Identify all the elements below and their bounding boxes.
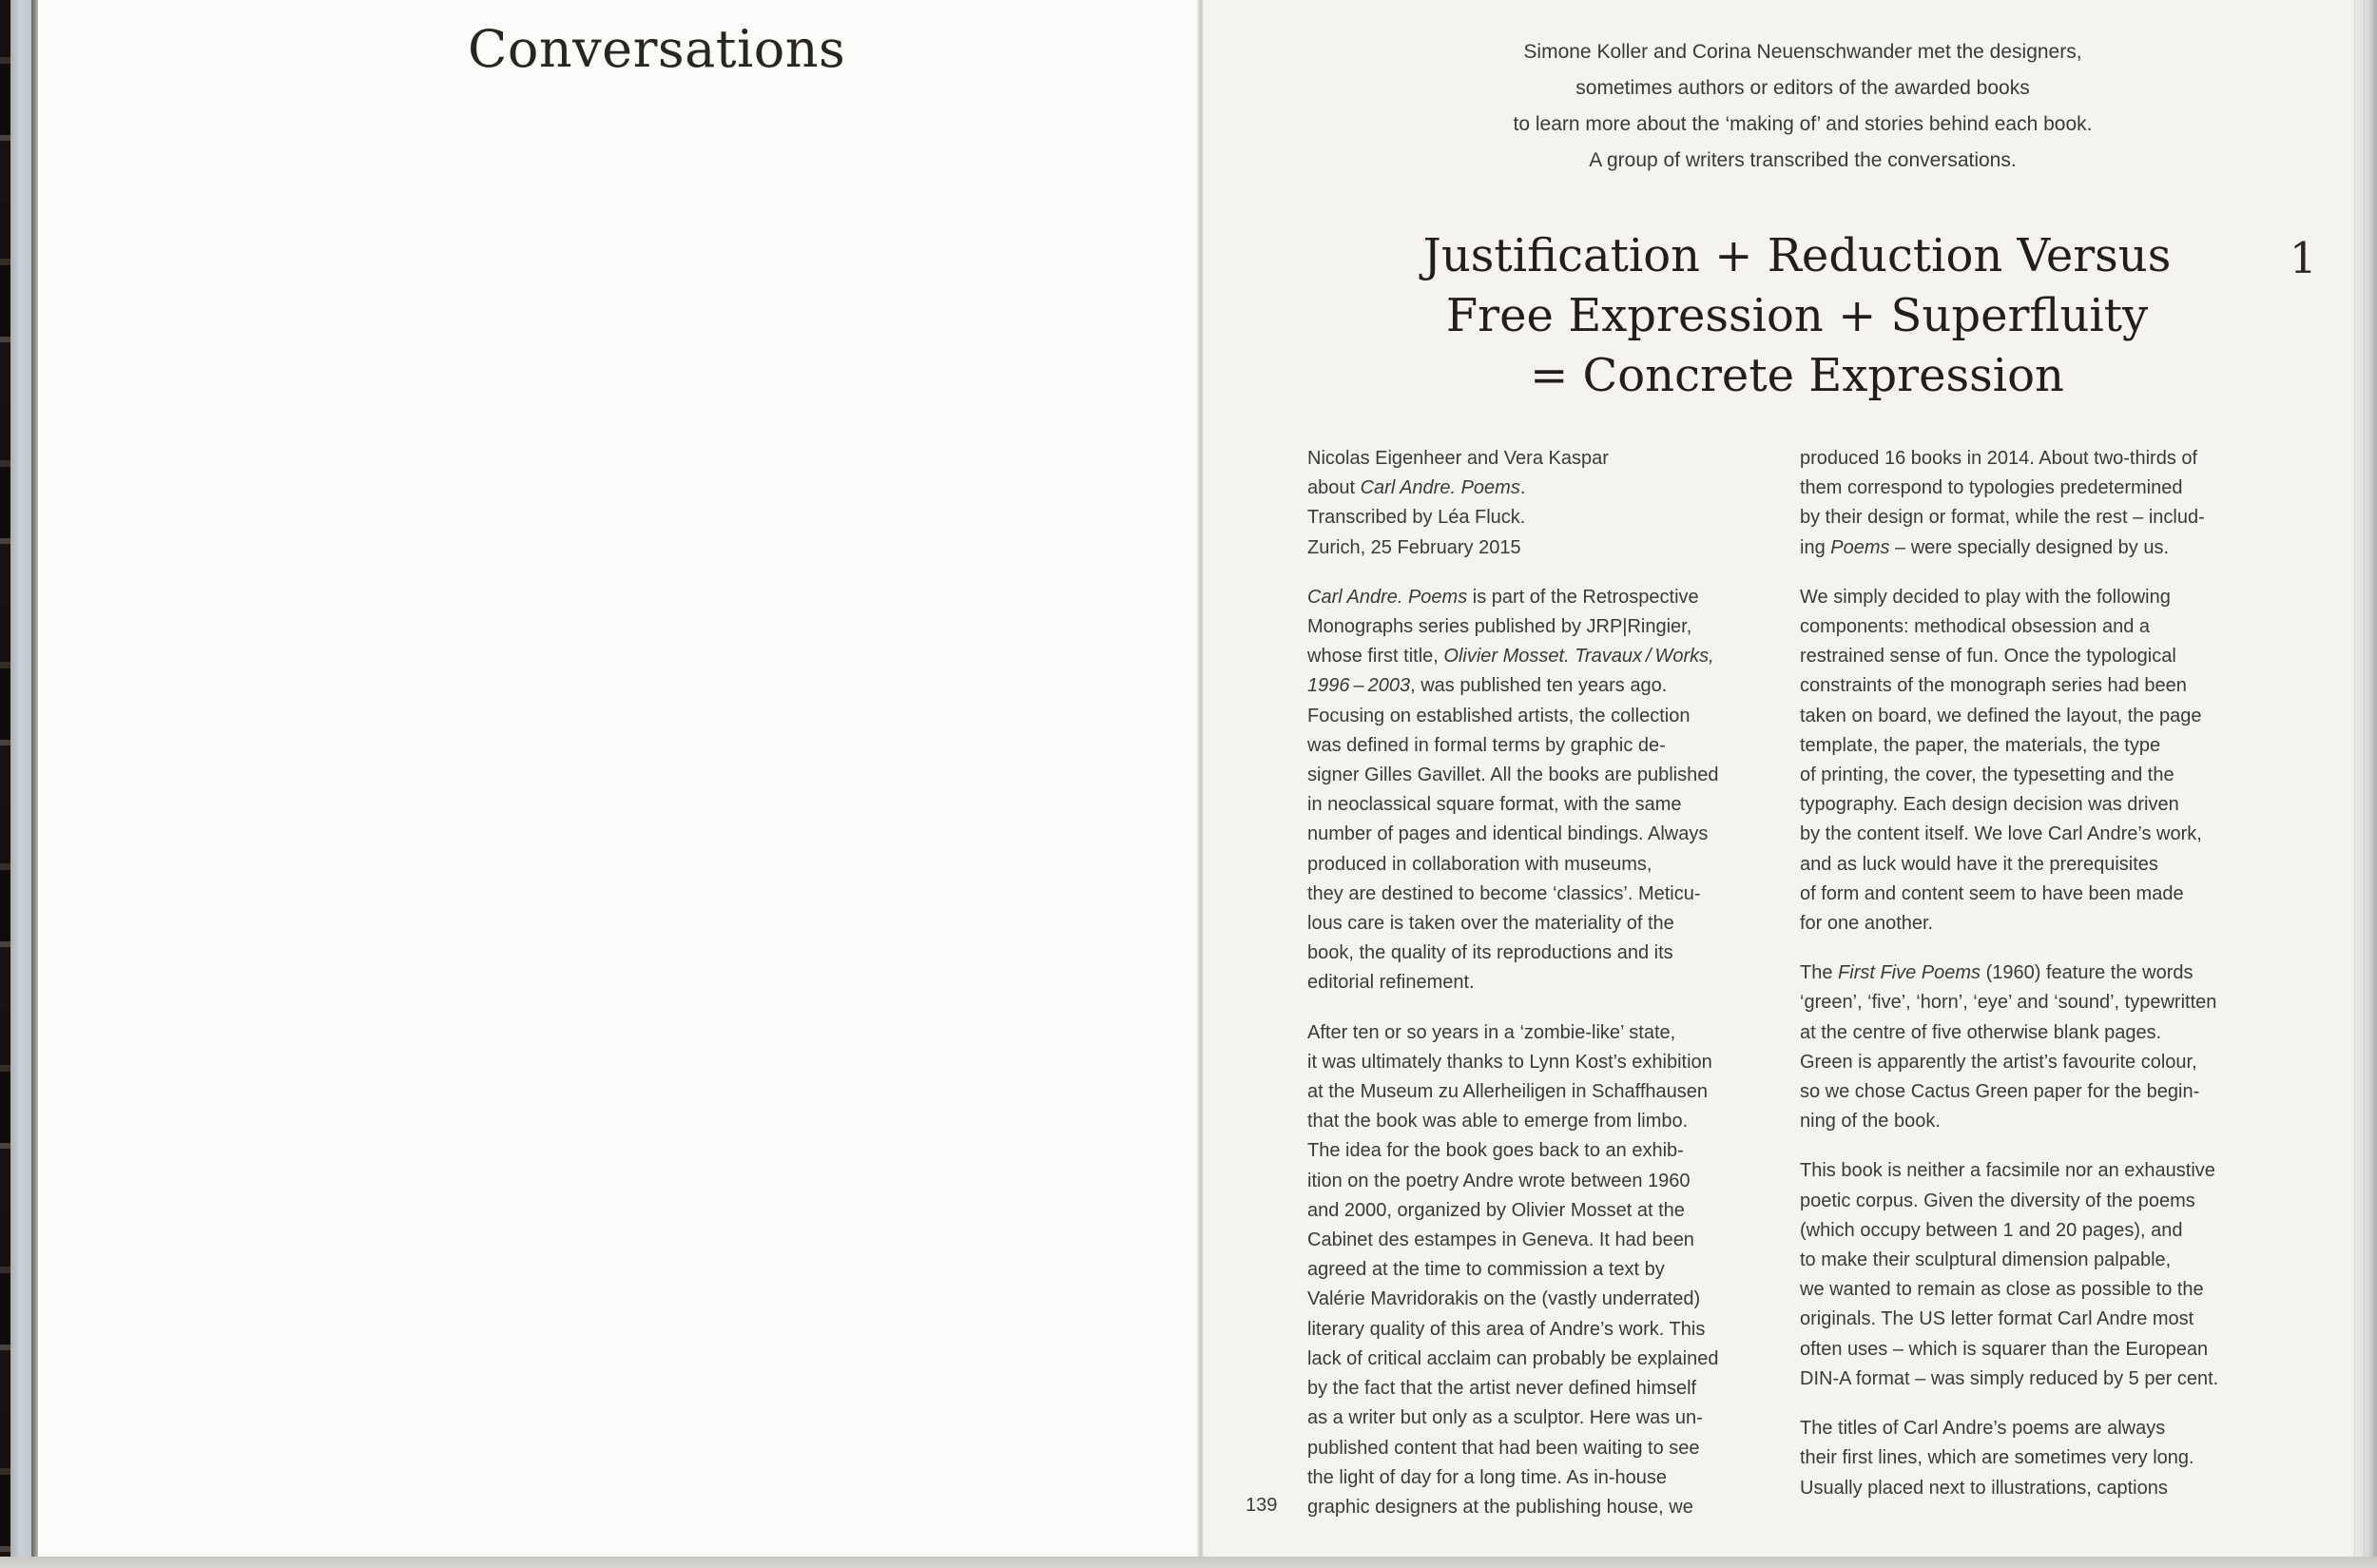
paragraph: The titles of Carl Andre’s poems are always their first lines, which are sometimes very long. Usually placed next to illustrations, captions bbox=[1800, 1418, 2194, 1499]
scan-edge-bottom bbox=[0, 1557, 2377, 1568]
text-column-left bbox=[1307, 444, 1785, 1542]
chapter-introduction bbox=[1365, 34, 2240, 179]
page-number: 139 bbox=[1246, 1495, 1278, 1516]
conversation-credits bbox=[1307, 444, 1785, 563]
column-left-body bbox=[1307, 583, 1785, 1522]
paragraph: Carl Andre. Poems is part of the Retrospective Monographs series published by JRP|Ringier, whose first title, Olivier Mosset. Travaux / Works, 1996 – 2003, was published ten years ago. Focusing on established artists, the collection was defined in formal terms by graphic de- signer Gilles Gavillet. All the books are published in neoclassical square format, with the same number of pages and identical bindings. Always produced in collaboration with museums, they are destined to become ‘classics’. Meticu- lous care is taken over the materiality of the book, the quality of its reproductions and its editorial refinement. bbox=[1307, 586, 1719, 994]
paragraph: After ten or so years in a ‘zombie-like’ state, it was ultimately thanks to Lynn Kost’s exhibition at the Museum zu Allerheiligen in Schaffhausen that the book was able to emerge from limbo. The idea for the book goes back to an exhib- ition on the poetry Andre wrote between 1960 and 2000, organized by Olivier Mosset at the Cabinet des estampes in Geneva. It had been agreed at the time to commission a text by Valérie Mavridorakis on the (vastly underrated) literary quality of this area of Andre’s work. This lack of critical acclaim can probably be explained by the fact that the artist never defined himself as a writer but only as a sculptor. Here was un- published content that had been waiting to see the light of day for a long time. As in-house graphic designers at the publishing house, we bbox=[1307, 1021, 1719, 1518]
page-gutter bbox=[1197, 0, 1204, 1557]
paragraph: Nicolas Eigenheer and Vera Kaspar about Carl Andre. Poems. Transcribed by Léa Fluck. Zurich, 25 February 2015 bbox=[1307, 448, 1609, 558]
paragraph: We simply decided to play with the following components: methodical obsession and a restrained sense of fun. Once the typological constraints of the monograph series had been taken on board, we defined the layout, the page template, the paper, the materials, the type of printing, the cover, the typesetting and the typography. Each design decision was driven by the content itself. We love Carl Andre’s work, and as luck would have it the prerequisites of form and content seem to have been made for one another. bbox=[1800, 586, 2202, 935]
paragraph: Simone Koller and Corina Neuenschwander met the designers, sometimes authors or editors of the awarded books to learn more about the ‘making of’ and stories behind each book. A group of writers transcribed the conversations. bbox=[1513, 41, 2093, 171]
paragraph: Justification + Reduction Versus Free Expression + Superfluity = Concrete Expression bbox=[1422, 229, 2172, 402]
section-title: Conversations bbox=[468, 19, 846, 79]
chapter-title bbox=[1312, 226, 2282, 406]
page-edges-right bbox=[2350, 0, 2377, 1557]
book-binding-edge bbox=[0, 0, 38, 1568]
paragraph: produced 16 books in 2014. About two-thirds of them correspond to typologies predetermined by their design or format, while the rest – includ- ing Poems – were specially designed by us. bbox=[1800, 448, 2205, 558]
paragraph: This book is neither a facsimile nor an exhaustive poetic corpus. Given the diversity of the poems (which occupy between 1 and 20 pages), and to make their sculptural dimension palpable, we wanted to remain as close as possible to the originals. The US letter format Carl Andre most often uses – which is squarer than the European DIN-A format – was simply reduced by 5 per cent. bbox=[1800, 1160, 2219, 1389]
right-page bbox=[1204, 0, 2377, 1557]
left-page bbox=[38, 0, 1199, 1557]
binding-paper-strip bbox=[10, 0, 31, 1568]
chapter-number: 1 bbox=[2290, 233, 2317, 283]
text-column-right bbox=[1800, 444, 2277, 1523]
binding-dark-strip bbox=[0, 0, 10, 1568]
binding-shadow-line bbox=[31, 0, 38, 1568]
paragraph: The First Five Poems (1960) feature the words ‘green’, ‘five’, ‘horn’, ‘eye’ and ‘sound’, typewritten at the centre of five otherwise blank pages. Green is apparently the artist’s favourite colour, so we chose Cactus Green paper for the begin- ning of the book. bbox=[1800, 962, 2217, 1132]
